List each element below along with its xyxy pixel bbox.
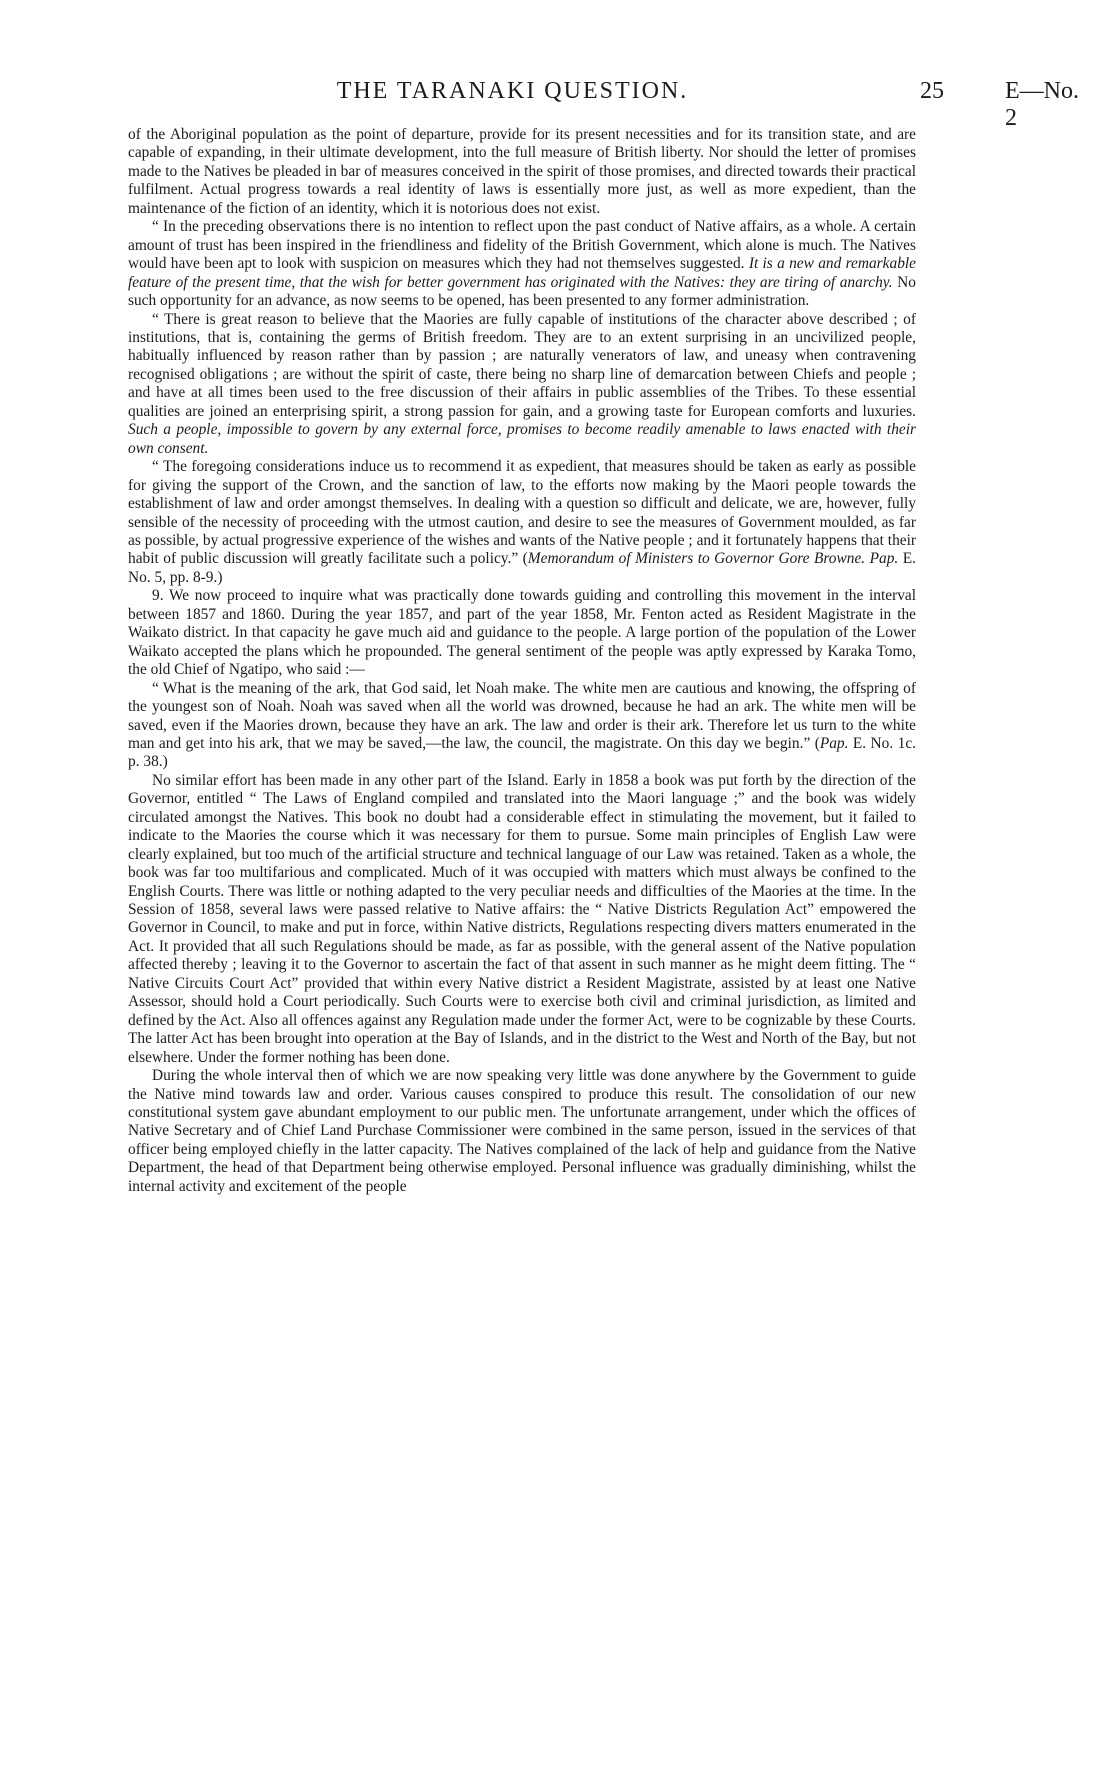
italic-run: Pap. <box>819 734 849 752</box>
text-run: “ In the preceding observations there is no intention to reflect upon the past conduct of Native affairs, as a whole. A certain amount of trust has been inspired in the friendliness and fidelity of the British Government, which alone is much. The Natives would have been apt to look with suspicion on measures which they had not themselves suggested. <box>128 218 916 273</box>
text-run: “ What is the meaning of the ark, that God said, let Noah make. The white men are cautious and knowing, the offspring of the youngest son of Noah. Noah was saved when all the world was drowned, because he had an ark. The white men will be saved, even if the Maories drown, because they have an ark. The law and order is their ark. Therefore let us turn to the white man and get into his ark, that we may be saved,—the law, the council, the magistrate. On this day we begin.” ( <box>128 679 916 752</box>
italic-run: Memorandum of Ministers to Governor Gore Browne. Pap. <box>527 550 899 568</box>
paragraph <box>128 218 916 310</box>
paragraph <box>128 587 916 679</box>
text-run: No such opportunity for an advance, as now seems to be opened, has been presented to any former administration. <box>128 273 916 310</box>
page-number: 25 <box>920 78 944 104</box>
page-header <box>60 78 1080 131</box>
text-run: During the whole interval then of which we are now speaking very little was done anywhere by the Government to guide the Native mind towards law and order. Various causes conspired to produce this result. The consolidation of our new constitutional system gave abundant employment to our public men. The unfortunate arrangement, under which the offices of Native Secretary and of Chief Land Purchase Commissioner were combined in the same person, issued in the services of that officer being employed chiefly in the latter capacity. The Natives complained of the lack of help and guidance from the Native Department, the head of that Department being otherwise employed. Personal influence was gradually diminishing, whilst the internal activity and excitement of the people <box>128 1067 916 1195</box>
italic-run: It is a new and remarkable feature of the present time, that the wish for better government has originated with the Natives: they are tiring of anarchy. <box>128 255 916 291</box>
paragraph <box>128 680 916 772</box>
paragraph <box>128 772 916 1067</box>
running-title: THE TARANAKI QUESTION. <box>336 78 689 104</box>
report-reference: E—No. 2 <box>1005 78 1079 131</box>
body-text <box>128 126 916 1196</box>
paragraph <box>128 1067 916 1196</box>
paragraph <box>128 458 916 587</box>
italic-run: Such a people, impossible to govern by any external force, promises to become readily amenable to laws enacted with their own consent. <box>128 421 916 457</box>
text-run: “ The foregoing considerations induce us to recommend it as expedient, that measures should be taken as early as possible for giving the support of the Crown, and the sanction of law, to the efforts now making by the Maori people towards the establishment of law and order amongst themselves. In dealing with a question so difficult and delicate, we are, however, fully sensible of the necessity of proceeding with the utmost caution, and desire to see the measures of Government moulded, as far as possible, by actual progressive experience of the wishes and wants of the Native people ; and it fortunately happens that their habit of public discussion will greatly facilitate such a policy.” ( <box>128 458 916 568</box>
paragraph <box>128 311 916 459</box>
text-run: of the Aboriginal population as the point of departure, provide for its present necessities and for its transition state, and are capable of expanding, in their ultimate development, into the full measure of British liberty. Nor should the letter of promises made to the Natives be pleaded in bar of measures conceived in the spirit of those promises, and directed towards their practical fulfilment. Actual progress towards a real identity of laws is essentially more just, as well as more expedient, than the maintenance of the fiction of an identity, which it is notorious does not exist. <box>128 126 916 217</box>
text-run: No similar effort has been made in any other part of the Island. Early in 1858 a book was put forth by the direction of the Governor, entitled “ The Laws of England compiled and translated into the Maori language ;” and the book was widely circulated amongst the Natives. This book no doubt had a considerable effect in stimulating the movement, but it failed to indicate to the Maories the course which it was necessary for them to pursue. Some main principles of English Law were clearly explained, but too much of the artificial structure and technical language of our Law was retained. Taken as a whole, the book was far too multifarious and complicated. Much of it was occupied with matters which must always be confined to the English Courts. There was little or nothing adapted to the very peculiar needs and difficulties of the Maories at the time. In the Session of 1858, several laws were passed relative to Native affairs: the “ Native Districts Regulation Act” empowered the Governor in Council, to make and put in force, within Native districts, Regulations respecting divers matters enumerated in the Act. It provided that all such Regulations should be made, as far as possible, with the general assent of the Native population affected thereby ; leaving it to the Governor to ascertain the fact of that assent in such manner as he might deem fitting. The “ Native Circuits Court Act” provided that within every Native district a Resident Magistrate, assisted by at least one Native Assessor, should hold a Court periodically. Such Courts were to exercise both civil and criminal jurisdiction, as limited and defined by the Act. Also all offences against any Regulation made under the former Act, were to be cognizable by these Courts. The latter Act has been brought into operation at the Bay of Islands, and in the district to the West and North of the Bay, but not elsewhere. Under the former nothing has been done. <box>128 771 916 1066</box>
text-run: “ There is great reason to believe that the Maories are fully capable of institutions of the character above described ; of institutions, that is, containing the germs of British freedom. They are to an extent surprising in an uncivilized people, habitually influenced by reason rather than by passion ; are naturally venerators of law, and uneasy when contravening recognised obligations ; are without the spirit of caste, there being no sharp line of demarcation between Chiefs and people ; and have at all times been used to the free discussion of their affairs in public assemblies of the Tribes. To these essential qualities are joined an enterprising spirit, a strong passion for gain, and a growing taste for European comforts and luxuries. <box>128 310 916 420</box>
paragraph <box>128 126 916 218</box>
text-run: E. No. 1c. p. 38.) <box>128 734 917 771</box>
text-run: E. No. 5, pp. 8-9.) <box>128 550 916 586</box>
text-run: 9. We now proceed to inquire what was practically done towards guiding and controlling this movement in the interval between 1857 and 1860. During the year 1857, and part of the year 1858, Mr. Fenton acted as Resident Magistrate in the Waikato district. In that capacity he gave much aid and guidance to the people. A large portion of the population of the Lower Waikato accepted the plans which he propounded. The general sentiment of the people was aptly expressed by Karaka Tomo, the old Chief of Ngatipo, who said :— <box>128 587 916 679</box>
